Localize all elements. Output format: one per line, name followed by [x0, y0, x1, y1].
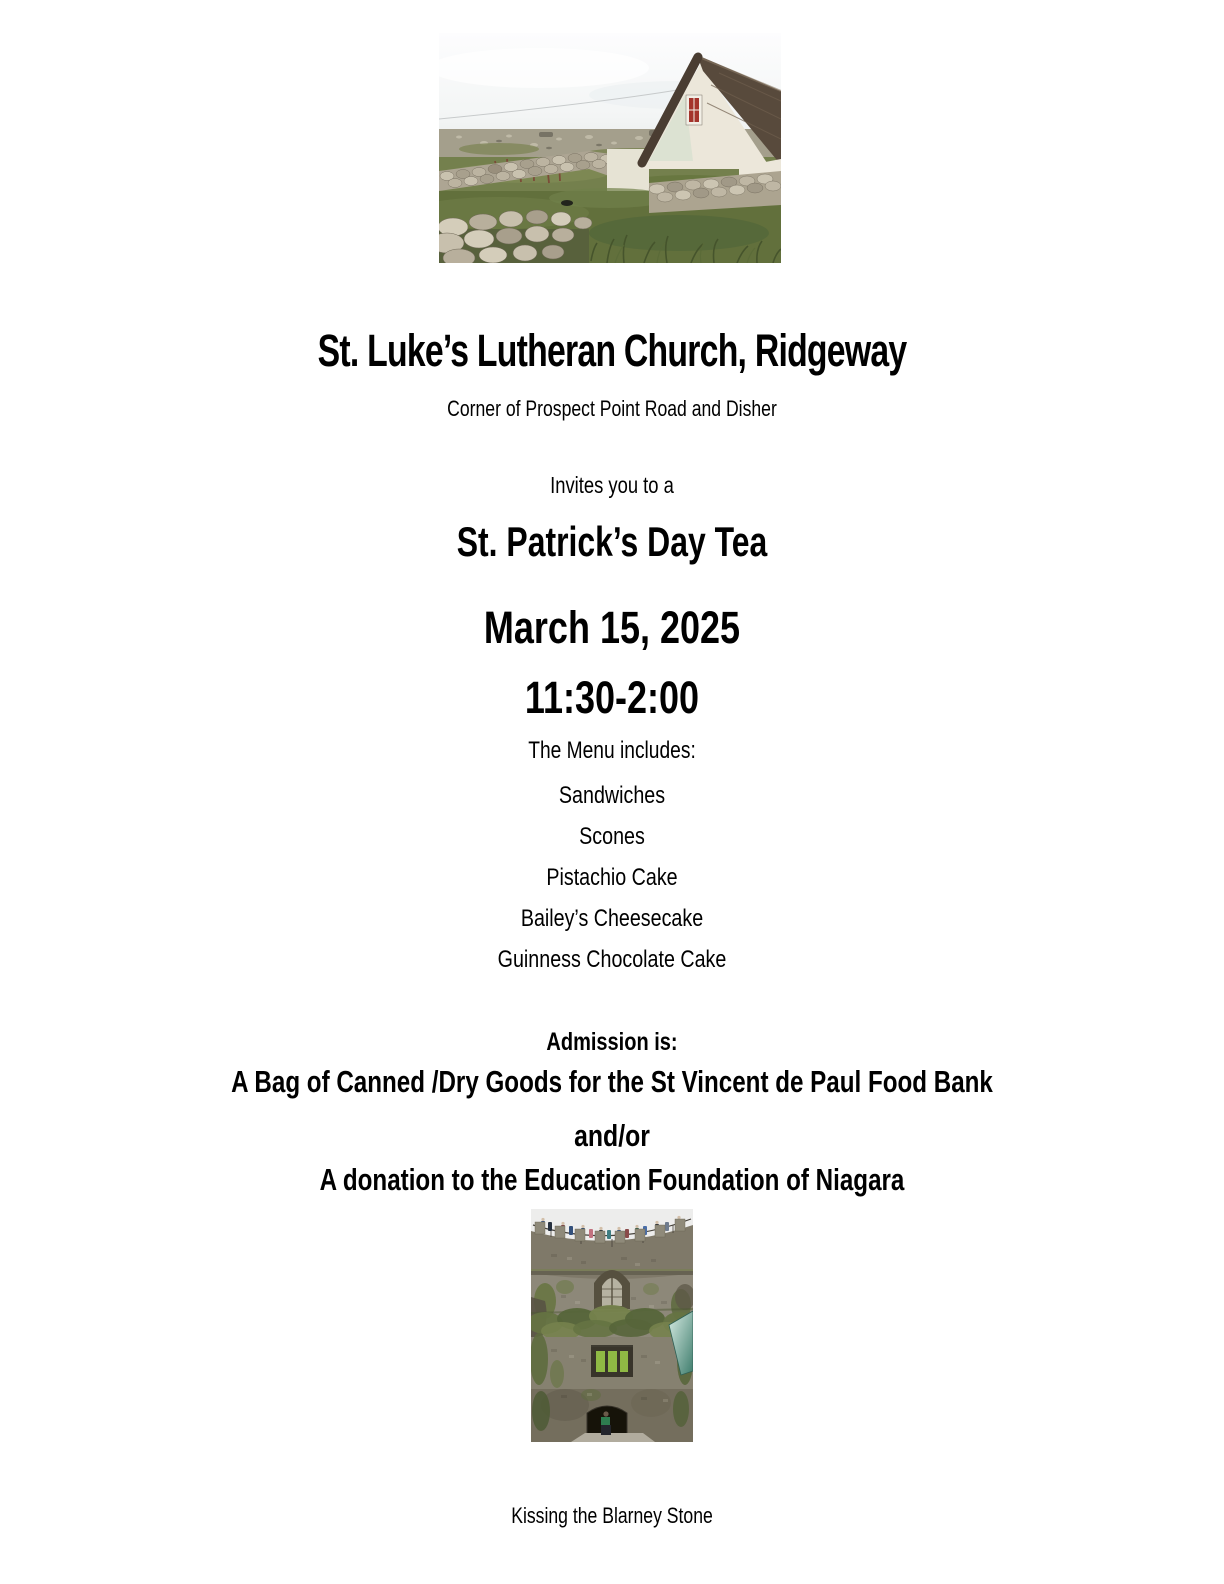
menu-list	[110, 775, 1114, 980]
event-date: March 15, 2025	[483, 602, 741, 653]
castle-caption: Kissing the Blarney Stone	[511, 1503, 713, 1528]
menu-heading: The Menu includes:	[528, 737, 696, 764]
menu-item-scones: Scones	[579, 823, 645, 850]
admission-heading: Admission is:	[546, 1028, 678, 1056]
menu-item-sandwiches: Sandwiches	[558, 782, 666, 809]
menu-item-baileys-cheesecake: Bailey’s Cheesecake	[520, 905, 704, 932]
castle-photo	[531, 1209, 693, 1442]
cottage-photo-art	[439, 33, 781, 263]
event-time: 11:30-2:00	[524, 672, 700, 723]
cottage-photo	[439, 33, 781, 263]
church-address: Corner of Prospect Point Road and Disher	[447, 396, 777, 421]
admission-connector: and/or	[574, 1118, 650, 1153]
admission-option-food-bank: A Bag of Canned /Dry Goods for the St Vincent de Paul Food Bank	[231, 1064, 993, 1099]
castle-photo-art	[531, 1209, 693, 1442]
invitation-line: Invites you to a	[550, 472, 674, 498]
admission-option-donation: A donation to the Education Foundation of Niagara	[319, 1162, 905, 1197]
menu-item-guinness-chocolate-cake: Guinness Chocolate Cake	[497, 946, 727, 973]
menu-item-pistachio-cake: Pistachio Cake	[546, 864, 678, 891]
page-title: St. Luke’s Lutheran Church, Ridgeway	[317, 325, 907, 376]
event-title: St. Patrick’s Day Tea	[456, 518, 768, 565]
